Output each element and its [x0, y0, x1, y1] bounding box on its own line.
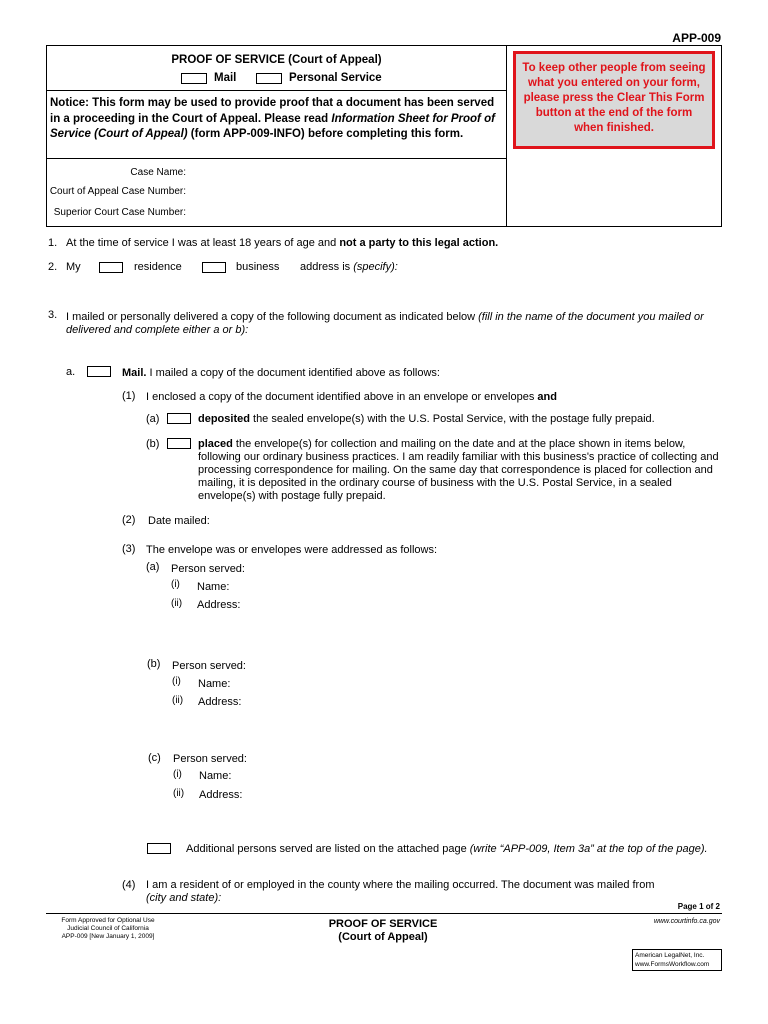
business-label: business [236, 261, 280, 273]
person-c-ii: (ii) [173, 788, 185, 799]
item-1-statement: At the time of service I was at least 18 years of age and [66, 237, 340, 249]
item-3-text [66, 311, 728, 337]
form-approval [48, 917, 168, 941]
notice-info-sheet: Information Sheet for Proof of Service (Court of Appeal) [50, 112, 495, 140]
item-1-not-party: not a party to this legal action. [339, 237, 499, 249]
item-3a-mail: Mail. [122, 367, 147, 379]
placed-statement: the envelope(s) for collection and mailing on the date and at the place shown in items below, following our ordinary business practices. I am readily familiar with this business's practice of collecting and processing correspondence for mailing. On the same day that correspondence is placed for collection and mailing, it is deposited in the ordinary course of business with the U.S. Postal Service, in a sealed envelope(s) with postage fully prepaid. [198, 438, 719, 502]
footer-title [283, 918, 483, 944]
person-b-label: (b) [147, 658, 161, 670]
item-3a-statement: I mailed a copy of the document identified above as follows: [146, 367, 440, 379]
deposited-bold: deposited [198, 413, 250, 425]
item-2-specify: (specify): [353, 261, 398, 273]
item-1-number: 1. [48, 237, 58, 249]
residence-checkbox[interactable] [99, 262, 123, 273]
residence-label: residence [134, 261, 182, 273]
legalnet-line-2: www.FormsWorkflow.com [635, 961, 710, 968]
date-mailed-field[interactable] [215, 512, 515, 528]
item-3a3-number: (3) [122, 543, 136, 555]
item-3a1-statement: I enclosed a copy of the document identified above in an envelope or envelopes [146, 391, 538, 403]
case-name-field[interactable] [190, 164, 500, 180]
courtinfo-link[interactable]: www.courtinfo.ca.gov [653, 918, 720, 925]
footer-rule [46, 913, 722, 914]
person-c-address-label: Address: [199, 789, 243, 801]
placed-checkbox[interactable] [167, 438, 191, 449]
person-a-served: Person served: [171, 563, 245, 575]
legalnet-line-1: American LegalNet, Inc. [635, 952, 705, 959]
footer-title-line-1: PROOF OF SERVICE [328, 918, 438, 930]
person-c-served: Person served: [173, 753, 247, 765]
person-b-name-label: Name: [198, 678, 231, 690]
approval-line-1: Form Approved for Optional Use [61, 917, 155, 924]
item-3a2-number: (2) [122, 514, 136, 526]
mail-checkbox[interactable] [181, 73, 207, 84]
additional-persons-statement: Additional persons served are listed on the attached page [186, 843, 470, 855]
person-c-i: (i) [173, 769, 182, 780]
page-number: Page 1 of 2 [677, 902, 720, 911]
header-divider [506, 45, 507, 227]
personal-service-label: Personal Service [289, 72, 382, 84]
person-c-label: (c) [148, 752, 161, 764]
person-c-address-field[interactable] [247, 786, 710, 831]
item-3a4-number: (4) [122, 879, 136, 891]
business-checkbox[interactable] [202, 262, 226, 273]
item-3a1-number: (1) [122, 390, 136, 402]
notice [50, 96, 502, 143]
person-b-address-label: Address: [198, 696, 242, 708]
additional-persons-text [186, 843, 708, 856]
item-3a3-text: The envelope was or envelopes were addressed as follows: [146, 544, 438, 556]
deposited-text [198, 413, 655, 426]
person-a-address-label: Address: [197, 599, 241, 611]
item-1-text [66, 237, 498, 250]
person-a-i: (i) [171, 579, 180, 590]
placed-label: (b) [146, 438, 160, 450]
legalnet-badge[interactable] [632, 949, 722, 971]
deposited-label: (a) [146, 413, 160, 425]
item-2-my: My [66, 261, 81, 273]
person-b-ii: (ii) [172, 695, 184, 706]
mail-method-checkbox[interactable] [87, 366, 111, 377]
person-a-label: (a) [146, 561, 160, 573]
date-mailed-label: Date mailed: [148, 515, 210, 527]
deposited-statement: the sealed envelope(s) with the U.S. Postal Service, with the postage fully prepaid. [249, 413, 655, 425]
item-3a-text [122, 367, 440, 380]
notice-text-2: (form APP-009-INFO) before completing this form. [187, 128, 464, 140]
approval-line-2: Judicial Council of California [67, 925, 149, 932]
person-b-address-field[interactable] [246, 693, 710, 743]
person-b-served: Person served: [172, 660, 246, 672]
notice-text-1: Notice: This form may be used to provide proof that a document has been served in a proceeding in the Court of Appeal. Please read [50, 97, 495, 125]
item-3a4-text: I am a resident of or employed in the county where the mailing occurred. The document was mailed from [146, 879, 655, 891]
appeal-case-number-label: Court of Appeal Case Number: [49, 186, 186, 197]
person-a-address-field[interactable] [245, 596, 710, 646]
superior-case-number-label: Superior Court Case Number: [53, 207, 186, 218]
item-3a1-and: and [537, 391, 557, 403]
clear-form-notice: To keep other people from seeing what you entered on your form, please press the Clear This Form button at the end of the form when finished. [513, 51, 715, 149]
additional-persons-checkbox[interactable] [147, 843, 171, 854]
item-3-statement: I mailed or personally delivered a copy of the following document as indicated below [66, 311, 479, 323]
personal-service-checkbox[interactable] [256, 73, 282, 84]
placed-text [198, 438, 723, 503]
person-c-name-field[interactable] [240, 767, 710, 783]
form-title: PROOF OF SERVICE (Court of Appeal) [171, 54, 382, 66]
item-3-instructions: (fill in the name of the document you mailed or delivered and complete either a or b): [66, 311, 704, 336]
item-3a4-city-state: (city and state): [146, 892, 222, 904]
person-c-name-label: Name: [199, 770, 232, 782]
person-a-name-label: Name: [197, 581, 230, 593]
header-rule-2 [46, 158, 507, 159]
item-2-address [300, 261, 398, 274]
item-2-number: 2. [48, 261, 58, 273]
placed-bold: placed [198, 438, 233, 450]
person-b-i: (i) [172, 676, 181, 687]
person-a-ii: (ii) [171, 598, 183, 609]
header-rule-1 [46, 90, 507, 91]
item-3a1-text [146, 391, 557, 404]
superior-case-number-field[interactable] [190, 204, 500, 220]
mail-label: Mail [214, 72, 237, 84]
form-id: APP-009 [672, 31, 721, 45]
approval-line-3: APP-009 [New January 1, 2009] [61, 933, 155, 940]
item-3-number: 3. [48, 309, 58, 321]
document-name-field[interactable] [66, 340, 716, 360]
appeal-case-number-field[interactable] [190, 183, 500, 199]
person-b-name-field[interactable] [240, 675, 710, 691]
case-name-label: Case Name: [130, 167, 186, 178]
footer-title-line-2: (Court of Appeal) [338, 931, 428, 943]
item-2-address-label: address is [300, 261, 354, 273]
server-address-field[interactable] [66, 277, 716, 301]
item-3a-label: a. [66, 366, 76, 378]
person-a-name-field[interactable] [240, 578, 710, 594]
deposited-checkbox[interactable] [167, 413, 191, 424]
additional-persons-instruction: (write “APP-009, Item 3a” at the top of the page). [469, 843, 708, 855]
city-state-field[interactable] [230, 890, 630, 904]
